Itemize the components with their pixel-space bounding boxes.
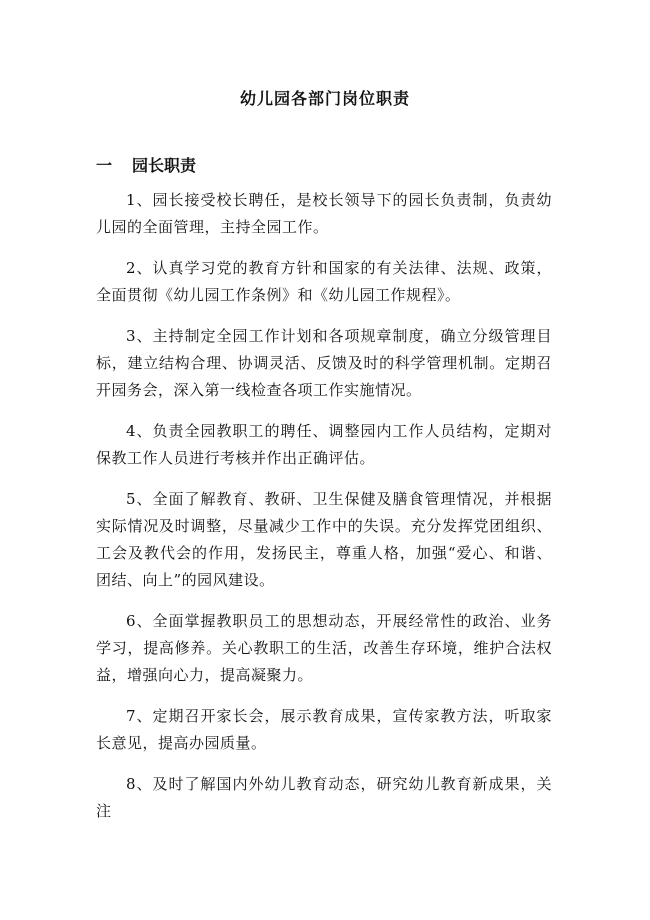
- duty-item-1: 1、园长接受校长聘任，是校长领导下的园长负责制，负责幼儿园的全面管理，主持全园工作。: [96, 191, 552, 236]
- duty-item-8: 8、及时了解国内外幼儿教育动态，研究幼儿教育新成果，关注: [96, 775, 552, 820]
- duty-item-6: 6、全面掌握教职员工的思想动态，开展经常性的政治、业务学习，提高修养。关心教职工的生活，改善生存环境，维护合法权益，增强向心力，提高凝聚力。: [96, 612, 552, 684]
- document-title: 幼儿园各部门岗位职责: [239, 89, 410, 108]
- section-heading-text: 园长职责: [132, 156, 197, 175]
- section-body: [96, 187, 552, 839]
- section-number: 一: [96, 156, 113, 175]
- duty-item-5: 5、全面了解教育、教研、卫生保健及膳食管理情况，并根据实际情况及时调整，尽量减少工作中的失误。充分发挥党团组织、工会及教代会的作用，发扬民主，尊重人格，加强“爱心、和谐、团结、向上”的园风建设。: [96, 490, 552, 589]
- duty-item-2: 2、认真学习党的教育方针和国家的有关法律、法规、政策，全面贯彻《幼儿园工作条例》和《幼儿园工作规程》。: [96, 259, 552, 304]
- duty-item-7: 7、定期召开家长会，展示教育成果，宣传家教方法，听取家长意见，提高办园质量。: [96, 707, 552, 752]
- duty-item-3: 3、主持制定全园工作计划和各项规章制度，确立分级管理目标，建立结构合理、协调灵活、反馈及时的科学管理机制。定期召开园务会，深入第一线检查各项工作实施情况。: [96, 327, 552, 399]
- section-heading: [96, 153, 196, 176]
- duty-item-4: 4、负责全园教职工的聘任、调整园内工作人员结构，定期对保教工作人员进行考核并作出正确评估。: [96, 422, 552, 467]
